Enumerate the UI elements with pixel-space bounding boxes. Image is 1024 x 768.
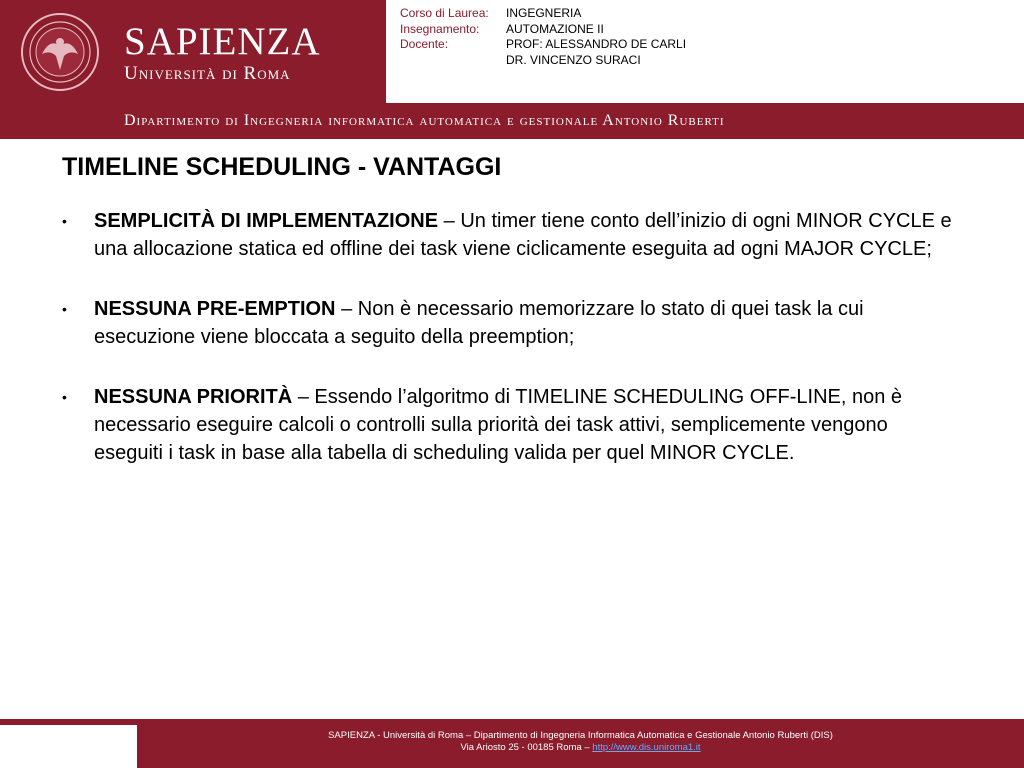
bullet-icon: • — [62, 301, 67, 317]
course-info-label — [400, 53, 506, 69]
course-info-row-subject — [400, 22, 686, 38]
bullet-term: SEMPLICITÀ DI IMPLEMENTAZIONE — [94, 210, 439, 232]
footer-contact-line — [137, 742, 1024, 753]
course-info-value: DR. VINCENZO SURACI — [506, 52, 641, 67]
bullet-term: NESSUNA PRE-EMPTION — [94, 298, 336, 320]
bullet-list — [62, 207, 962, 499]
footer-address-line: SAPIENZA - Università di Roma – Dipartimento di Ingegneria Informatica Automatica e Gestionale Antonio Ruberti (DIS) — [328, 730, 833, 741]
bullet-item-simplicity — [62, 207, 962, 263]
university-logo-panel — [0, 0, 386, 103]
footer-street: Via Ariosto 25 - 00185 Roma – — [460, 742, 593, 753]
bullet-term: NESSUNA PRIORITÀ — [94, 386, 293, 408]
course-info-value: INGEGNERIA — [506, 6, 582, 20]
slide-title: TIMELINE SCHEDULING - VANTAGGI — [62, 153, 502, 181]
course-info-label: Corso di Laurea: — [400, 6, 489, 20]
department-bar — [0, 103, 1024, 139]
university-seal-icon — [20, 12, 100, 92]
bullet-item-no-preemption — [62, 295, 962, 351]
bullet-icon: • — [62, 389, 67, 405]
course-info-row-teacher — [400, 37, 686, 53]
department-name: Dipartimento di Ingegneria informatica automatica e gestionale Antonio Ruberti — [124, 112, 725, 129]
course-info-value: PROF: ALESSANDRO DE CARLI — [506, 37, 687, 51]
bullet-text: – Essendo l’algoritmo di TIMELINE SCHEDULING OFF-LINE, non è necessario eseguire calcoli o controlli sulla priorità dei task attivi, semplicemente vengono eseguiti i task in base alla tabella di scheduling valida per quel MINOR CYCLE. — [94, 386, 903, 464]
bullet-text: – Un timer tiene conto dell’inizio di ogni MINOR CYCLE e una allocazione statica ed offline dei task viene ciclicamente eseguita ad ogni MAJOR CYCLE; — [94, 210, 952, 260]
course-info — [400, 6, 686, 68]
bullet-icon: • — [62, 213, 67, 229]
course-info-label: Insegnamento: — [400, 21, 480, 36]
course-info-row-teacher-2 — [400, 53, 686, 69]
course-info-value: AUTOMAZIONE II — [506, 21, 604, 36]
university-subtitle: Università di Roma — [124, 63, 291, 84]
website-link[interactable]: http://www.dis.uniroma1.it — [592, 742, 701, 753]
footer-bar — [137, 719, 1024, 768]
bullet-text: – Non è necessario memorizzare lo stato di quei task la cui esecuzione viene bloccata a seguito della preemption; — [94, 298, 864, 348]
course-info-row-degree — [400, 6, 686, 22]
footer-accent-bar — [0, 719, 137, 725]
bullet-item-no-priority — [62, 383, 962, 467]
course-info-label: Docente: — [400, 37, 449, 51]
university-name: SAPIENZA — [124, 20, 321, 63]
